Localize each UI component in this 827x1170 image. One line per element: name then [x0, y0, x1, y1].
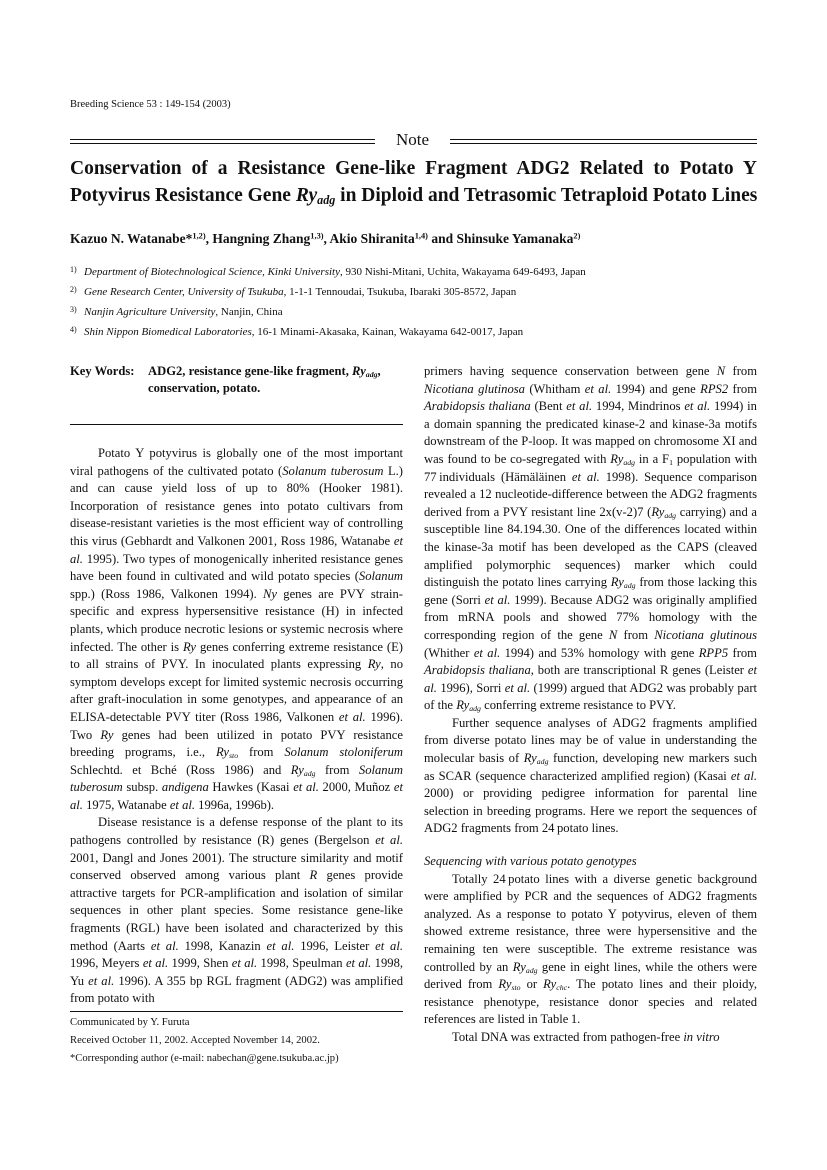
author-name: Akio Shiranita [329, 231, 415, 246]
affiliation [70, 281, 586, 301]
footnote-rule [70, 1011, 403, 1012]
address: , Nanjin, China [215, 306, 283, 318]
author-affil-ref: 2) [573, 231, 581, 241]
body-paragraph-2-cont: primers having sequence conservation between gene N from Nicotiana glutinosa (Whitham et al. 1994) and gene RPS2 from Arabidopsis thaliana (Bent et al. 1994, Mindrinos et al. 1994) in a domain spanning the predicated kinase-2 and kinase-3a motifs downstream of the P-loop. It was mapped on chromosome XI and was found to be co-segregated with $Ry_{adg}$ in a $F_1$ population with 77 individuals (Hämäläinen et al. 1998). Sequence comparison revealed a 12 nucleotide-difference between the ADG2 fragments derived from a PVY resistant line 2x(v-2)7 ($Ry_{adg}$ carrying) and a susceptible line 84.194.30. One of the differences located within the kinase-3a motif has been developed as the CAPS (cleaved amplified polymorphic sequences) marker which could distinguish the potato lines carrying $Ry_{adg}$ from those lacking this gene (Sorri et al. 1999). Because ADG2 was originally amplified from mRNA pools and showed 77% homology with the corresponding region of the gene N from Nicotiana glutinous (Whither et al. 1994) and 53% homology with gene RPP5 from Arabidopsis thaliana, both are transcriptional R genes (Leister et al. 1996), Sorri et al. (1999) argued that ADG2 was probably part of the $Ry_{adg}$ conferring extreme resistance to PVY. [424, 364, 758, 714]
note-header [70, 130, 757, 153]
journal-citation: Breeding Science 53 : 149-154 (2003) [70, 99, 231, 110]
author [212, 231, 329, 246]
author-affil-ref: 1,4) [414, 231, 428, 241]
author-sep: , [323, 231, 330, 246]
author [330, 231, 457, 246]
title-line-1: Conservation of a Resistance Gene-like Fragment ADG2 Related to Potato Y [70, 158, 757, 179]
body-paragraph-5: Total DNA was extracted from pathogen-free in vitro [452, 1029, 720, 1044]
title-text: in Diploid and Tetrasomic Tetraploid Potato Lines [335, 185, 758, 206]
keywords-text [148, 363, 403, 397]
body-paragraph-4: Totally 24 potato lines with a diverse genetic background were amplified by PCR and the sequences of ADG2 fragments analyzed. As a response to potato Y potyvirus, eleven of them showed extreme resistance, three were hypersensitive and the remaining ten were susceptible. The extreme resistance was controlled by an $Ry_{adg}$ gene in eight lines, while the others were derived from $Ry_{sto}$ or $Ry_{chc}$. The potato lines and their ploidy, resistance phenotype, resistance donor species and related references are listed in Table 1. [424, 871, 758, 1027]
institution: Nanjin Agriculture University [84, 306, 216, 318]
corresponding-author: *Corresponding author (e-mail: nabechan@gene.tsukuba.ac.jp) [70, 1053, 339, 1064]
author [456, 231, 580, 246]
footnotes [70, 1014, 403, 1068]
keywords-part: , conservation, potato. [148, 364, 381, 395]
address: , 16-1 Minami-Akasaka, Kainan, Wakayama 642-0017, Japan [251, 326, 524, 338]
double-rule-left [70, 139, 375, 144]
gene-subscript: adg [317, 193, 336, 208]
address: , 1-1-1 Tennoudai, Tsukuba, Ibaraki 305-8572, Japan [283, 286, 517, 298]
affiliation [70, 321, 586, 341]
institution: Department of Biotechnological Science, Kinki University [84, 266, 340, 278]
institution: Gene Research Center, University of Tsukuba [84, 286, 284, 298]
affiliation [70, 261, 586, 281]
body-paragraph-3: Further sequence analyses of ADG2 fragments amplified from diverse potato lines may be of value in understanding the molecular basis of $Ry_{adg}$ function, developing new markers such as SCAR (sequence characterized amplified region) (Kasai et al. 2000) or providing pedigree information for parental line selection in breeding programs. Here we report the sequences of ADG2 fragments from 24 potato lines. [424, 715, 758, 836]
author-name: Hangning Zhang [212, 231, 311, 246]
received-accepted-dates: Received October 11, 2002. Accepted November 14, 2002. [70, 1035, 320, 1046]
title-text: Potyvirus Resistance Gene [70, 185, 296, 206]
author-sep: , [205, 231, 213, 246]
right-column [424, 363, 757, 1047]
article-title [70, 155, 757, 209]
title-line-2 [70, 182, 757, 209]
keywords-label: Key Words: [70, 364, 135, 378]
body-paragraph-2: Disease resistance is a defense response of the plant to its pathogens controlled by resistance (R) genes (Bergelson et al. 2001, Dangl and Jones 2001). The structure similarity and motif conserved observed among various plant R genes provide attractive targets for PCR-amplification and isolation of similar sequences in other plant species. Some resistance gene-like fragments (RGL) have been isolated and characterized by this method (Aarts et al. 1998, Kanazin et al. 1996, Leister et al. 1996, Meyers et al. 1999, Shen et al. 1998, Speulman et al. 1998, Yu et al. 1996). A 355 bp RGL fragment (ADG2) was amplified from potato with [70, 815, 404, 1006]
author-affil-ref: 1,2) [192, 231, 206, 241]
affiliation-number: 4) [70, 325, 77, 334]
article-type-label: Note [395, 130, 430, 149]
affiliation-list [70, 261, 586, 341]
address: , 930 Nishi-Mitani, Uchita, Wakayama 649-6493, Japan [340, 266, 586, 278]
keywords [70, 363, 403, 397]
affiliation-number: 2) [70, 285, 77, 294]
gene-subscript: adg [365, 369, 378, 379]
affiliation-number: 3) [70, 305, 77, 314]
left-column [70, 363, 403, 1008]
body-paragraph-1: Potato Y potyvirus is globally one of the most important viral pathogens of the cultivated potato (Solanum tuberosum L.) and can cause yield loss of up to 80% (Hooker 1981). Incorporation of resistance genes into potato cultivars from disease-resistant varieties is the most efficient way of controlling this virus (Gebhardt and Valkonen 2001, Ross 1986, Watanabe et al. 1995). Two types of monogenically inherited resistance genes have been found in cultivated and wild potato species (Solanum spp.) (Ross 1986, Valkonen 1994). Ny genes are PVY strain-specific and express hypersensitive resistance (H) in infected plants, which produce necrotic lesions or systemic necrosis where infected. The other is Ry genes conferring extreme resistance (E) to all strains of PVY. In inoculated plants expressing Ry, no symptom develops except for limited systemic necrosis occurring after graft-inoculation in some genotypes, and appearance of an ELISA-detectable PVY titer (Ross 1986, Valkonen et al. 1996). Two Ry genes had been utilized in potato PVY resistance breeding programs, i.e., $Ry_{sto}$ from Solanum stoloniferum Schlechtd. et Bché (Ross 1986) and $Ry_{adg}$ from Solanum tuberosum subsp. andigena Hawkes (Kasai et al. 2000, Muñoz et al. 1975, Watanabe et al. 1996a, 1996b). [70, 446, 404, 812]
author-sep: and [427, 231, 457, 246]
double-rule-right [450, 139, 757, 144]
author [70, 231, 212, 246]
author-name: Kazuo N. Watanabe* [70, 231, 193, 246]
affiliation-number: 1) [70, 265, 77, 274]
gene-name: Ry [295, 185, 318, 206]
author-list [70, 231, 580, 247]
institution: Shin Nippon Biomedical Laboratories [84, 326, 252, 338]
keywords-rule [70, 424, 403, 425]
communicated-by: Communicated by Y. Furuta [70, 1017, 190, 1028]
author-name: Shinsuke Yamanaka [456, 231, 574, 246]
gene-name: Ry [352, 364, 366, 378]
keywords-part: ADG2, resistance gene-like fragment, [148, 364, 353, 378]
author-affil-ref: 1,3) [310, 231, 324, 241]
section-heading: Sequencing with various potato genotypes [424, 854, 637, 869]
affiliation [70, 301, 586, 321]
